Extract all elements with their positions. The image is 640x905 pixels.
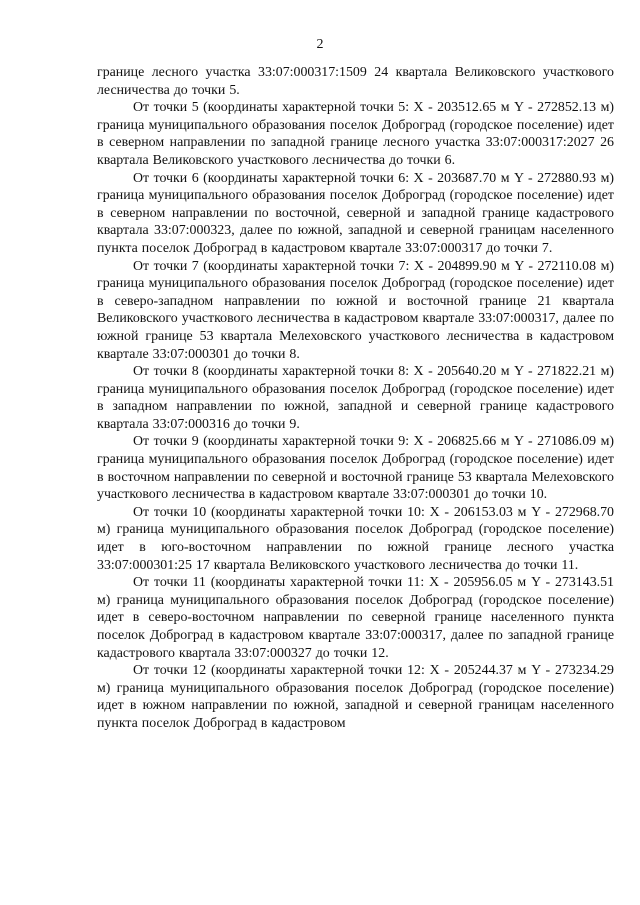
paragraph-point-10: От точки 10 (координаты характерной точки 10: X - 206153.03 м Y - 272968.70 м) граница муниципального образования поселок Доброград (городское поселение) идет в юго-восточном направлении по южной границе лесного участка 33:07:000301:25 17 квартала Великовского участкового лесничества до точки 11. bbox=[97, 504, 614, 573]
document-body bbox=[97, 64, 614, 733]
paragraph-point-11: От точки 11 (координаты характерной точки 11: X - 205956.05 м Y - 273143.51 м) граница муниципального образования поселок Доброград (городское поселение) идет в северо-восточном направлении по северной границе населенного пункта поселок Доброград в кадастровом квартале 33:07:000317, далее по западной границе кадастрового квартала 33:07:000327 до точки 12. bbox=[97, 575, 614, 661]
paragraph-continuation: границе лесного участка 33:07:000317:1509 24 квартала Великовского участкового лесничества до точки 5. bbox=[97, 65, 614, 98]
paragraph-point-6: От точки 6 (координаты характерной точки 6: X - 203687.70 м Y - 272880.93 м) граница муниципального образования поселок Доброград (городское поселение) идет в северном направлении по восточной, северной и западной границе кадастрового квартала 33:07:000323, далее по южной, западной и северной границам населенного пункта поселок Доброград в кадастровом квартале 33:07:000317 до точки 7. bbox=[97, 170, 614, 256]
paragraph-point-8: От точки 8 (координаты характерной точки 8: X - 205640.20 м Y - 271822.21 м) граница муниципального образования поселок Доброград (городское поселение) идет в западном направлении по южной, западной и северной границе кадастрового квартала 33:07:000316 до точки 9. bbox=[97, 364, 614, 432]
paragraph-point-5: От точки 5 (координаты характерной точки 5: X - 203512.65 м Y - 272852.13 м) граница муниципального образования поселок Доброград (городское поселение) идет в северном направлении по западной границе лесного участка 33:07:000317:2027 26 квартала Великовского участкового лесничества до точки 6. bbox=[97, 100, 614, 168]
paragraph-point-9: От точки 9 (координаты характерной точки 9: X - 206825.66 м Y - 271086.09 м) граница муниципального образования поселок Доброград (городское поселение) идет в восточном направлении по северной и восточной границе 53 квартала Мелеховского участкового лесничества в кадастровом квартале 33:07:000301 до точки 10. bbox=[97, 434, 614, 503]
paragraph-point-12: От точки 12 (координаты характерной точки 12: X - 205244.37 м Y - 273234.29 м) граница муниципального образования поселок Доброград (городское поселение) идет в южном направлении по южной, западной и северной границам населенного пункта поселок Доброград в кадастровом bbox=[97, 663, 614, 731]
paragraph-point-7: От точки 7 (координаты характерной точки 7: X - 204899.90 м Y - 272110.08 м) граница муниципального образования поселок Доброград (городское поселение) идет в северо-западном направлении по южной и восточной границе 21 квартала Великовского участкового лесничества в кадастровом квартале 33:07:000317, далее по южной границе 53 квартала Мелеховского участкового лесничества в кадастровом квартале 33:07:000301 до точки 8. bbox=[97, 258, 614, 362]
page-number: 2 bbox=[316, 37, 324, 52]
